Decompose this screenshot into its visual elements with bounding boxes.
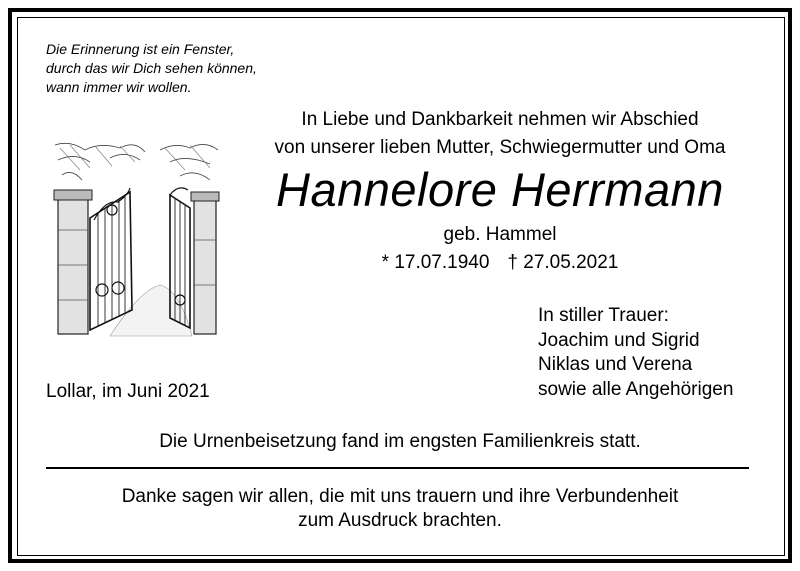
deceased-name: Hannelore Herrmann <box>276 163 724 216</box>
funeral-note: Die Urnenbeisetzung fand im engsten Familienkreis statt. <box>159 431 641 452</box>
intro-line: von unserer lieben Mutter, Schwiegermutter und Oma <box>274 137 726 158</box>
thanks-line: zum Ausdruck brachten. <box>298 510 502 531</box>
intro-line: In Liebe und Dankbarkeit nehmen wir Abschied <box>301 109 699 130</box>
mourners-line: Niklas und Verena <box>538 354 693 375</box>
quote-line: wann immer wir wollen. <box>46 79 192 95</box>
mourners-line: Joachim und Sigrid <box>538 329 700 351</box>
birth-date: * 17.07.1940 <box>381 252 490 273</box>
memorial-quote <box>46 40 257 97</box>
thanks-text <box>60 485 740 533</box>
divider <box>46 467 749 469</box>
quote-line: durch das wir Dich sehen können, <box>46 60 257 76</box>
thanks-line: Danke sagen wir allen, die mit uns trauern und ihre Verbundenheit <box>121 486 679 507</box>
place-date: Lollar, im Juni 2021 <box>46 381 210 402</box>
mourners-list <box>538 304 733 402</box>
life-dates <box>300 250 700 276</box>
intro-text <box>230 106 770 162</box>
maiden-name: geb. Hammel <box>443 224 557 245</box>
death-date: † 27.05.2021 <box>507 252 619 273</box>
mourners-line: In stiller Trauer: <box>538 305 669 326</box>
mourners-line: sowie alle Angehörigen <box>538 378 734 400</box>
open-garden-gate-icon <box>50 140 220 340</box>
quote-line: Die Erinnerung ist ein Fenster, <box>46 41 235 57</box>
